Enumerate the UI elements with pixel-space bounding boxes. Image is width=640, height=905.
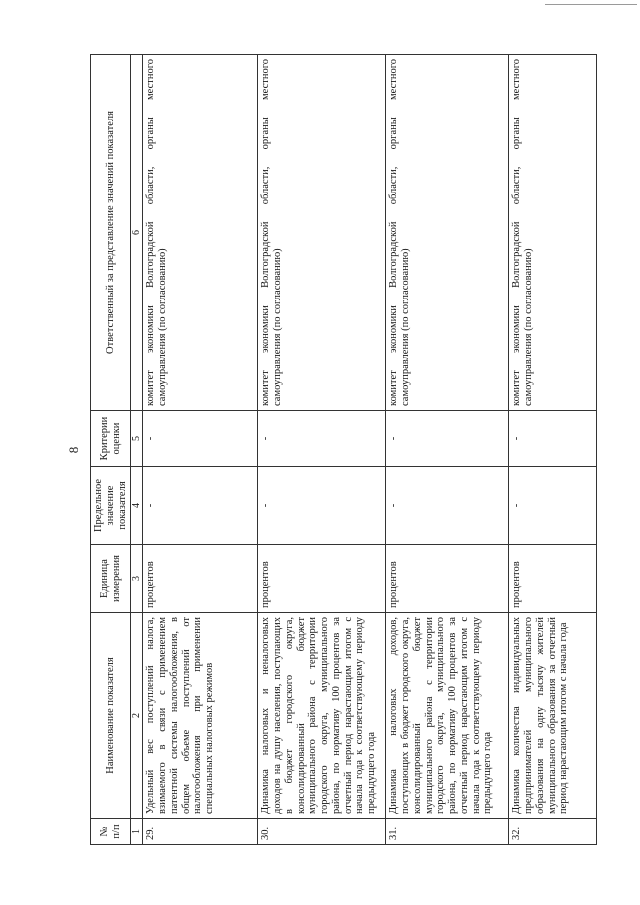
table-row <box>143 55 258 845</box>
responsible-cell: комитет экономики Волгоградской области, органы местного самоуправления (по согласованию) <box>143 55 258 411</box>
unit-cell: процентов <box>509 545 597 613</box>
responsible-cell: комитет экономики Волгоградской области, органы местного самоуправления (по согласованию) <box>258 55 386 411</box>
unit-cell: процентов <box>386 545 509 613</box>
responsible-cell: комитет экономики Волгоградской области, органы местного самоуправления (по согласованию) <box>509 55 597 411</box>
column-number: 1 <box>131 819 143 845</box>
table-row <box>509 55 597 845</box>
row-number: 29. <box>143 819 258 845</box>
indicators-table <box>90 54 597 845</box>
responsible-cell: комитет экономики Волгоградской области, органы местного самоуправления (по согласованию) <box>386 55 509 411</box>
table-row <box>258 55 386 845</box>
row-number: 31. <box>386 819 509 845</box>
unit-cell: процентов <box>258 545 386 613</box>
table-row <box>386 55 509 845</box>
row-number: 30. <box>258 819 386 845</box>
column-number: 2 <box>131 613 143 819</box>
limit-cell: - <box>509 467 597 545</box>
rotated-page-content <box>66 55 570 845</box>
indicator-name: Динамика налоговых и неналоговых доходов на душу населения, поступающих в бюджет городского округа, консолидированный бюджет муниципального района с территории городского округа, муниципального района, по нормативу 100 процентов за отчетный период нарастающим итогом с начала года к соответствующему периоду предыдущего года <box>258 613 386 819</box>
column-number-row <box>131 55 143 845</box>
indicator-name: Динамика количества индивидуальных предпринимателей муниципального образования на одну тысячу жителей муниципального образования за отчетный период нарастающим итогом с начала года <box>509 613 597 819</box>
column-number: 3 <box>131 545 143 613</box>
column-number: 6 <box>131 55 143 411</box>
column-number: 5 <box>131 411 143 467</box>
limit-cell: - <box>386 467 509 545</box>
criteria-cell: - <box>258 411 386 467</box>
limit-cell: - <box>258 467 386 545</box>
header-responsible: Ответственный за представление значений показателя <box>91 55 131 411</box>
header-unit: Единица измерения <box>91 545 131 613</box>
indicator-name: Динамика налоговых доходов, поступающих в бюджет городского округа, консолидированный бюджет муниципального района с территории городского округа, муниципального района, по нормативу 100 процентов за отчетный период нарастающим итогом с начала года к соответствующему периоду предыдущего года <box>386 613 509 819</box>
top-rule <box>545 4 637 5</box>
header-limit: Предельное значение показателя <box>91 467 131 545</box>
unit-cell: процентов <box>143 545 258 613</box>
header-criteria: Критерии оценки <box>91 411 131 467</box>
row-number: 32. <box>509 819 597 845</box>
page-number: 8 <box>66 446 81 454</box>
header-num: № п/п <box>91 819 131 845</box>
criteria-cell: - <box>509 411 597 467</box>
indicator-name: Удельный вес поступлений налога, взимаемого в связи с применением патентной системы налогообложения, в общем объеме поступлений от налогообложения при применении специальных налоговых режимов <box>143 613 258 819</box>
criteria-cell: - <box>386 411 509 467</box>
header-row <box>91 55 131 845</box>
column-number: 4 <box>131 467 143 545</box>
limit-cell: - <box>143 467 258 545</box>
criteria-cell: - <box>143 411 258 467</box>
header-name: Наименование показателя <box>91 613 131 819</box>
